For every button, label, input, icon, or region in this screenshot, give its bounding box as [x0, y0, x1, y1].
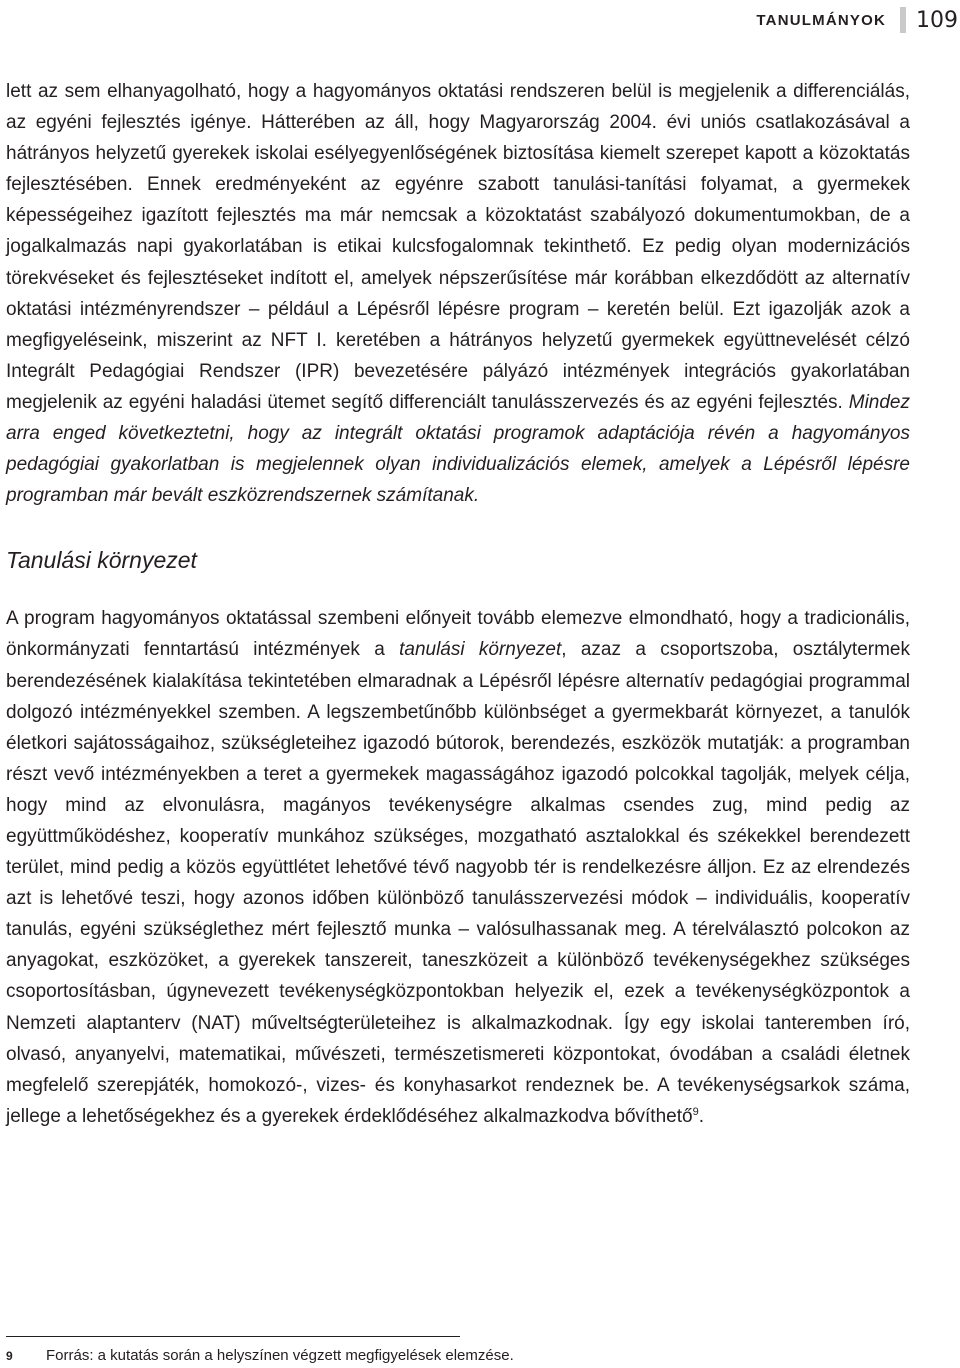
paragraph-2-text-c: , azaz a csoportszoba, osztálytermek berendezésének kialakítása tekintetében elmaradnak a Lépésről lépésre alternatív pedagógiai programmal dolgozó intézményekkel szemben. A legszembetűnőbb különbséget a gyermekbarát környezet, a tanulók életkori sajátosságaihoz, szükségleteihez igazodó bútorok, berendezés, eszközök mutatják: a programban részt vevő intézményekben a teret a gyermekek magasságához igazodó polcokkal tagolják, melyek célja, hogy mind az elvonulásra, magányos tevékenységre alkalmas csendes zug, mind pedig az együttműködéshez, kooperatív munkához szükséges, mozgatható asztalokkal és székekkel berendezett terület, mind pedig a közös együttlétet lehetővé tévő nagyobb tér is rendelkezésre álljon. Ez az elrendezés azt is lehetővé teszi, hogy azonos időben különböző tanulásszervezési módok – individuális, kooperatív tanulás, egyéni szükséglethez mért fejlesztő munka – valósulhassanak meg. A térelválasztó polcokon az anyagokat, eszközöket, a gyerekek tanszereit, taneszközeit a különböző tevékenységekhez szükséges csoportosításban, úgynevezett tevékenységközpontokban helyezik el, ezek a tevékenységközpontok a Nemzeti alaptanterv (NAT) műveltségterületeihez is alkalmazkodnak. Így egy iskolai tanteremben író, olvasó, anyanyelvi, matematikai, művészeti, természetismereti központokat, óvodában a családi életnek megfelelő szerepjáték, homokozó-, vizes- és konyhasarkot rendeznek be. A tevékenységsarkok száma, jellege a lehetőségekhez és a gyerekek érdeklődéséhez alkalmazkodva bővíthető	[6, 639, 910, 1127]
footnote-number: 9	[6, 1349, 13, 1363]
paragraph-2-text-a: A program hagyományos oktatással szembeni előnyeit tovább elemezve elmondható, hogy a tradicionális, önkormányzati fenntartású intézmények a	[6, 608, 910, 661]
paragraph-1-text: lett az sem elhanyagolható, hogy a hagyományos oktatási rendszeren belül is megjelenik a differenciálás, az egyéni fejlesztés igénye. Hátterében az áll, hogy Magyarország 2004. évi uniós csatlakozásával a hátrányos helyzetű gyerekek iskolai esélyegyenlőségének biztosítása kiemelt szerepet kapott a közoktatás fejlesztésében. Ennek eredményeként az egyénre szabott tanulási-tanítási folyamat, a gyermekek képességeihez igazított fejlesztés ma már nemcsak a közoktatást szabályozó dokumentumokban, de a jogalkalmazás napi gyakorlatában is etikai kulcsfogalomnak tekinthető. Ez pedig olyan modernizációs törekvéseket és fejlesztéseket indított el, amelyek népszerűsítése már korábban elkezdődött az alternatív oktatási intézményrendszer – például a Lépésről lépésre program – keretén belül. Ezt igazolják azok a megfigyeléseink, miszerint az NFT I. keretében a hátrányos helyzetű gyermekek együttnevelését célzó Integrált Pedagógiai Rendszer (IPR) bevezetésére pályázó intézmények integrációs gyakorlatában megjelenik az egyéni haladási ütemet segítő differenciált tanulásszervezés és az egyéni fejlesztés.	[6, 81, 910, 413]
section-name: TANULMÁNYOK	[756, 11, 886, 29]
section-heading: Tanulási környezet	[6, 547, 197, 574]
body-text	[6, 76, 910, 1132]
footnote-rule	[6, 1336, 460, 1337]
footnote	[6, 1346, 906, 1366]
paragraph-2-italic-term: tanulási környezet	[399, 639, 562, 661]
page-number: 109	[916, 7, 958, 33]
paragraph-1	[6, 76, 910, 511]
paragraph-1-italic: Mindez arra enged következtetni, hogy az integrált oktatási programok adaptációja révén a hagyományos pedagógiai gyakorlatban is megjelennek olyan individualizációs elemek, amelyek a Lépésről lépésre programban már bevált eszközrendszernek számítanak.	[6, 391, 910, 507]
paragraph-2-end: .	[698, 1105, 704, 1127]
running-header	[756, 6, 960, 34]
paragraph-2	[6, 603, 910, 1132]
footnote-text: Forrás: a kutatás során a helyszínen végzett megfigyelések elemzése.	[46, 1347, 514, 1364]
footnote-reference: 9	[692, 1105, 699, 1118]
header-divider	[900, 7, 906, 33]
